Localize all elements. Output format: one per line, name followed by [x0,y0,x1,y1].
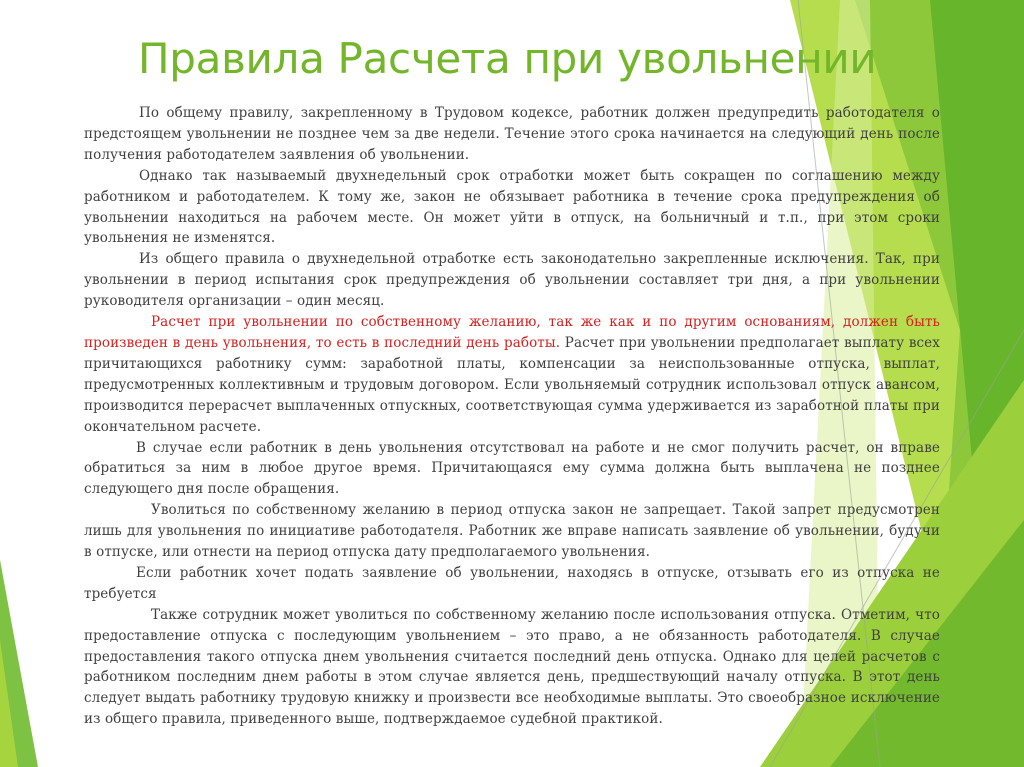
paragraph-3: Из общего правила о двухнедельной отработке есть законодательно закрепленные исключения. Так, при увольнении в период испытания срок предупреждения об увольнении составляет три дня, а при увольнении руководителя организации – один месяц. [84,251,940,310]
paragraph-1: По общему правилу, закрепленному в Трудовом кодексе, работник должен предупредить работодателя о предстоящем увольнении не позднее чем за две недели. Течение этого срока начинается на следующий день после получения работодателем заявления об увольнении. [84,105,940,163]
paragraph-4-rest: Расчет при увольнении предполагает выплату всех причитающихся работнику сумм: заработной платы, компенсации за неиспользованные отпуска, выплат, предусмотренных коллективным и трудовым договором. Если увольняемый сотрудник использовал отпуск авансом, производится перерасчет выплаченных отпускных, соответствующая сумма удерживается из заработной платы при окончательном расчете. [84,334,940,435]
slide-title: Правила Расчета при увольнении [138,34,877,83]
paragraph-4 [84,312,940,437]
paragraph-7: Если работник хочет подать заявление об увольнении, находясь в отпуске, отзывать его из отпуска не требуется [84,564,940,602]
highlighted-text: Расчет при увольнении по собственному желанию, так же как и по другим основаниям, должен быть произведен в день увольнения, то есть в последний день работы. [84,314,940,351]
paragraph-5: В случае если работник в день увольнения отсутствовал на работе и не смог получить расчет, он вправе обратиться за ним в любое другое время. Причитающаяся ему сумма должна быть выплачена не позднее следующего дня после обращения. [84,439,940,498]
paragraph-8: Также сотрудник может уволиться по собственному желанию после использования отпуска. Отметим, что предоставление отпуска с последующим увольнением – это право, а не обязанность работодателя. В случае предоставления такого отпуска днем увольнения считается последний день отпуска. Однако для целей расчетов с работником последним днем работы в этом случае является день, предшествующий началу отпуска. В этот день следует выдать работнику трудовую книжку и произвести все необходимые выплаты. Это своеобразное исключение из общего правила, приведенного выше, подтверждаемое судебной практикой. [84,606,940,728]
paragraph-6: Уволиться по собственному желанию в период отпуска закон не запрещает. Такой запрет предусмотрен лишь для увольнения по инициативе работодателя. Работник же вправе написать заявление об увольнении, будучи в отпуске, или отнести на период отпуска дату предполагаемого увольнения. [84,502,940,561]
slide-body [84,103,940,730]
paragraph-2: Однако так называемый двухнедельный срок отработки может быть сокращен по соглашению между работником и работодателем. К тому же, закон не обязывает работника в течение срока предупреждения об увольнении находиться на рабочем месте. Он может уйти в отпуск, на больничный и т.п., при этом сроки увольнения не изменятся. [84,167,940,247]
